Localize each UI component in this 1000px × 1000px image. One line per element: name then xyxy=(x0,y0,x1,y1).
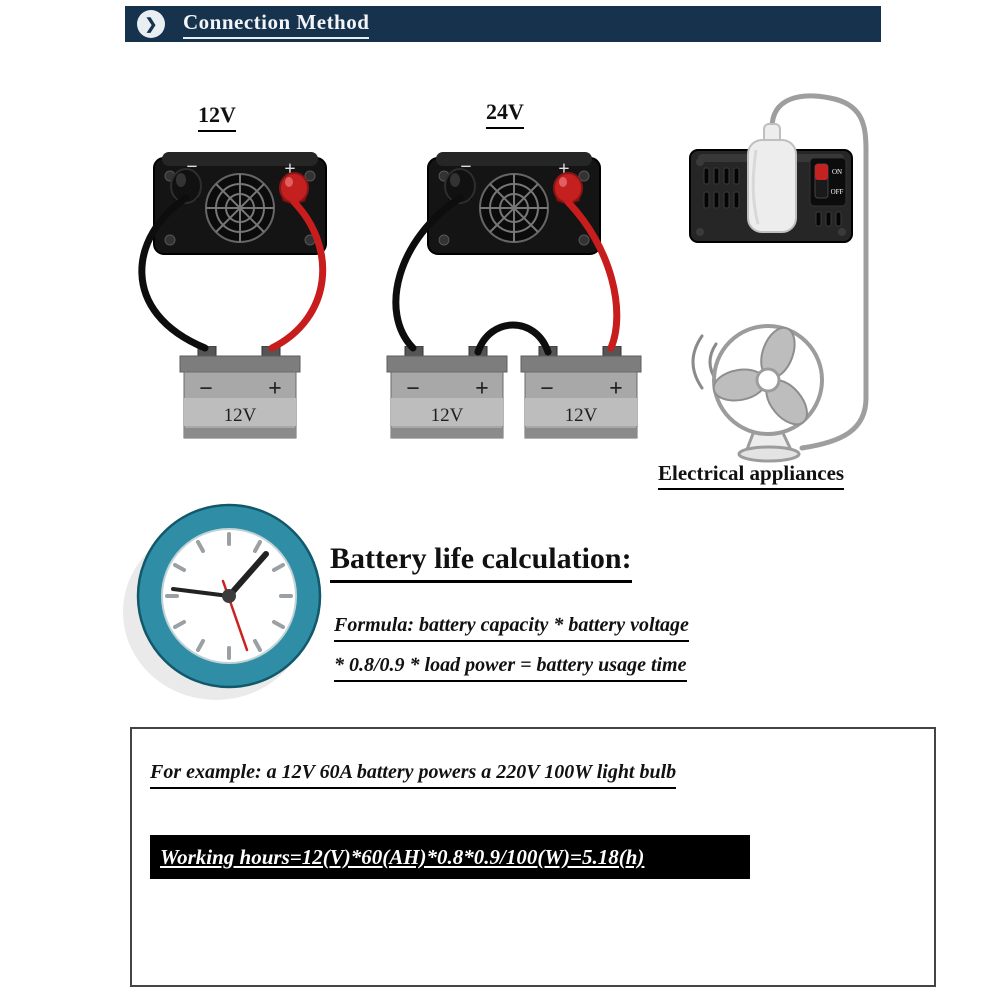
example-box xyxy=(130,727,936,987)
inverter-appliance-rear xyxy=(690,124,852,242)
calculation-title: Battery life calculation: xyxy=(330,542,632,583)
battery-series-left xyxy=(387,346,507,438)
fan-base xyxy=(739,447,799,461)
battery-12v-single xyxy=(180,346,300,438)
appliances-label: Electrical appliances xyxy=(658,461,844,490)
chevron-icon: ❯ xyxy=(137,10,165,38)
label-24v: 24V xyxy=(486,99,524,129)
switch-off-label: OFF xyxy=(830,188,844,196)
ac-plug xyxy=(748,124,796,232)
example-intro-text: For example: a 12V 60A battery powers a 220V 100W light bulb xyxy=(150,761,676,789)
working-hours-formula: Working hours=12(V)*60(AH)*0.8*0.9/100(W)=5.18(h) xyxy=(150,835,750,879)
calculation-formula-line2: * 0.8/0.9 * load power = battery usage time xyxy=(334,654,687,682)
cable-series-jumper xyxy=(478,325,548,352)
battery-series-right xyxy=(521,346,641,438)
label-12v: 12V xyxy=(198,102,236,132)
page-title: Connection Method xyxy=(183,10,369,39)
calculation-formula-line1: Formula: battery capacity * battery voltage xyxy=(334,614,689,642)
clock-illustration xyxy=(116,490,342,712)
clock-center-cap xyxy=(222,589,236,603)
switch-on-label: ON xyxy=(831,168,843,176)
fan-hub xyxy=(757,369,779,391)
fan-appliance xyxy=(693,323,822,461)
airflow-arc-large xyxy=(693,336,702,388)
power-switch[interactable] xyxy=(810,158,846,206)
